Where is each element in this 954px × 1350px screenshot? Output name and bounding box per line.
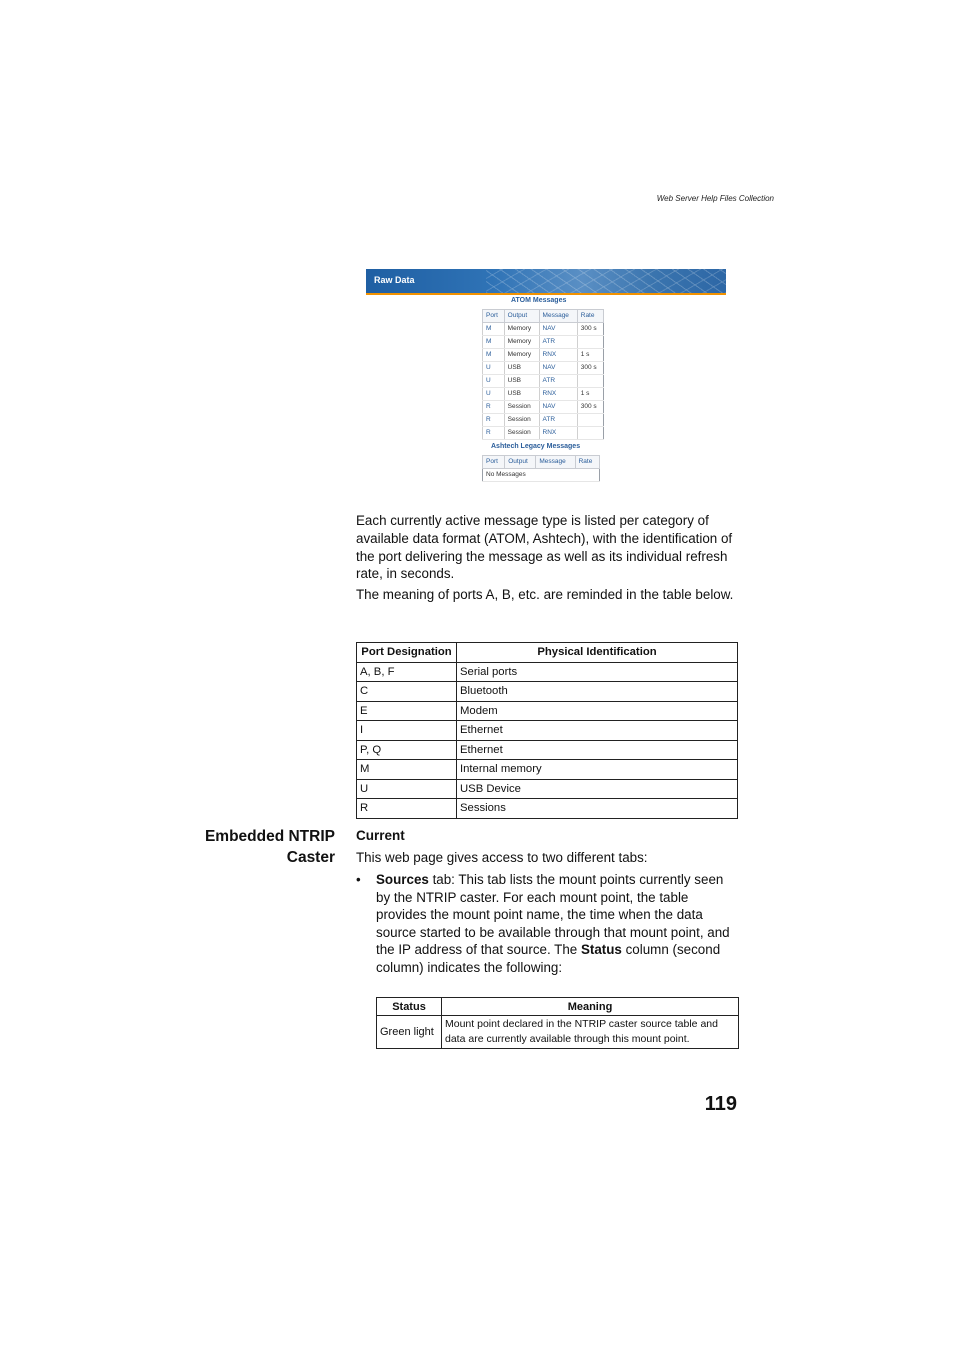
text-run: column (second column) indicates the following: — [376, 942, 721, 975]
banner-title: Raw Data — [374, 275, 415, 285]
port-designation-table — [356, 642, 738, 819]
column-header: Port Designation — [357, 643, 457, 663]
table-cell: 1 s — [577, 349, 603, 362]
paragraph: The meaning of ports A, B, etc. are reminded in the table below. — [356, 587, 734, 603]
table-cell: NAV — [539, 362, 577, 375]
table-cell: R — [483, 427, 505, 440]
table-row — [483, 414, 604, 427]
table-cell: Memory — [504, 336, 539, 349]
table-cell: U — [483, 388, 505, 401]
table-cell: USB — [504, 388, 539, 401]
column-header: Port — [483, 456, 505, 469]
table-cell: Session — [504, 401, 539, 414]
table-cell: 300 s — [577, 323, 603, 336]
running-header: Web Server Help Files Collection — [656, 194, 774, 203]
meaning-cell: Mount point declared in the NTRIP caster source table and data are currently available through this mount point. — [442, 1016, 739, 1049]
table-row — [357, 760, 738, 780]
bold-term: Sources — [376, 872, 429, 887]
table-row — [483, 336, 604, 349]
table-cell: NAV — [539, 323, 577, 336]
table-row — [357, 682, 738, 702]
identification-cell: Serial ports — [457, 662, 738, 682]
column-header: Output — [504, 310, 539, 323]
column-header: Status — [377, 998, 442, 1016]
table-cell: M — [483, 323, 505, 336]
table-cell: U — [483, 362, 505, 375]
table-cell: Memory — [504, 323, 539, 336]
bold-term: Status — [580, 942, 622, 958]
raw-data-screenshot — [366, 269, 726, 478]
status-table — [376, 997, 739, 1049]
table-cell: Session — [504, 414, 539, 427]
table-row — [357, 721, 738, 741]
column-header: Port — [483, 310, 505, 323]
table-row — [357, 779, 738, 799]
atom-messages-table — [482, 309, 604, 440]
page-number: 119 — [704, 1093, 737, 1115]
paragraph: Each currently active message type is listed per category of available data format (ATOM, Ashtech), with the identification of the port delivering the message as well as its individual refresh rate, in seconds. — [356, 513, 733, 582]
list-item — [356, 871, 740, 977]
ashtech-caption: Ashtech Legacy Messages — [491, 443, 581, 450]
table-row — [377, 1016, 739, 1049]
port-cell: C — [357, 682, 457, 702]
table-cell: Memory — [504, 349, 539, 362]
table-cell: RNX — [539, 427, 577, 440]
column-header: Rate — [575, 456, 599, 469]
atom-caption: ATOM Messages — [511, 297, 567, 304]
table-row — [483, 427, 604, 440]
subheading: Current — [356, 828, 405, 843]
table-row — [483, 375, 604, 388]
table-cell — [577, 336, 603, 349]
table-cell: 300 s — [577, 401, 603, 414]
port-cell: R — [357, 799, 457, 819]
port-cell: I — [357, 721, 457, 741]
banner-map-pattern — [486, 269, 726, 293]
port-cell: A, B, F — [357, 662, 457, 682]
section-title — [205, 826, 335, 868]
section-title-line: Caster — [286, 849, 335, 866]
table-cell: U — [483, 375, 505, 388]
port-cell: E — [357, 701, 457, 721]
table-row — [483, 388, 604, 401]
table-cell: R — [483, 414, 505, 427]
column-header: Output — [505, 456, 536, 469]
table-row — [357, 799, 738, 819]
port-cell: M — [357, 760, 457, 780]
table-row — [357, 740, 738, 760]
ashtech-messages-table — [482, 455, 600, 482]
table-cell: 300 s — [577, 362, 603, 375]
table-cell: M — [483, 349, 505, 362]
table-row — [483, 349, 604, 362]
table-row — [357, 662, 738, 682]
table-cell: Session — [504, 427, 539, 440]
table-row — [357, 701, 738, 721]
table-cell: USB — [504, 375, 539, 388]
port-cell: U — [357, 779, 457, 799]
column-header: Meaning — [442, 998, 739, 1016]
identification-cell: USB Device — [457, 779, 738, 799]
table-cell: RNX — [539, 349, 577, 362]
identification-cell: Internal memory — [457, 760, 738, 780]
column-header: Rate — [577, 310, 603, 323]
identification-cell: Ethernet — [457, 740, 738, 760]
bullet-mark: • — [356, 872, 361, 887]
status-cell: Green light — [377, 1016, 442, 1049]
table-row — [483, 362, 604, 375]
table-cell: ATR — [539, 336, 577, 349]
identification-cell: Ethernet — [457, 721, 738, 741]
table-cell: USB — [504, 362, 539, 375]
table-cell: ATR — [539, 375, 577, 388]
port-cell: P, Q — [357, 740, 457, 760]
table-row — [483, 469, 600, 482]
intro-text: This web page gives access to two different tabs: — [356, 850, 648, 865]
identification-cell: Sessions — [457, 799, 738, 819]
table-cell: M — [483, 336, 505, 349]
table-cell — [577, 375, 603, 388]
column-header: Physical Identification — [457, 643, 738, 663]
table-cell — [577, 414, 603, 427]
text-run: tab: This tab lists the mount points currently seen by the NTRIP caster. For each mount point, the table provides the mount point name, the time when the data source started to be available through that mount point, and the IP address of that source. The — [376, 872, 730, 958]
no-messages-cell: No Messages — [483, 469, 600, 482]
table-cell: RNX — [539, 388, 577, 401]
table-cell: ATR — [539, 414, 577, 427]
identification-cell: Modem — [457, 701, 738, 721]
identification-cell: Bluetooth — [457, 682, 738, 702]
bullet-text — [376, 871, 740, 977]
raw-data-banner — [366, 269, 726, 295]
description-text — [356, 512, 740, 604]
table-cell: 1 s — [577, 388, 603, 401]
column-header: Message — [539, 310, 577, 323]
table-cell: R — [483, 401, 505, 414]
table-row — [483, 401, 604, 414]
section-title-line: Embedded NTRIP — [204, 828, 335, 845]
column-header: Message — [536, 456, 575, 469]
table-row — [483, 323, 604, 336]
table-cell — [577, 427, 603, 440]
table-cell: NAV — [539, 401, 577, 414]
